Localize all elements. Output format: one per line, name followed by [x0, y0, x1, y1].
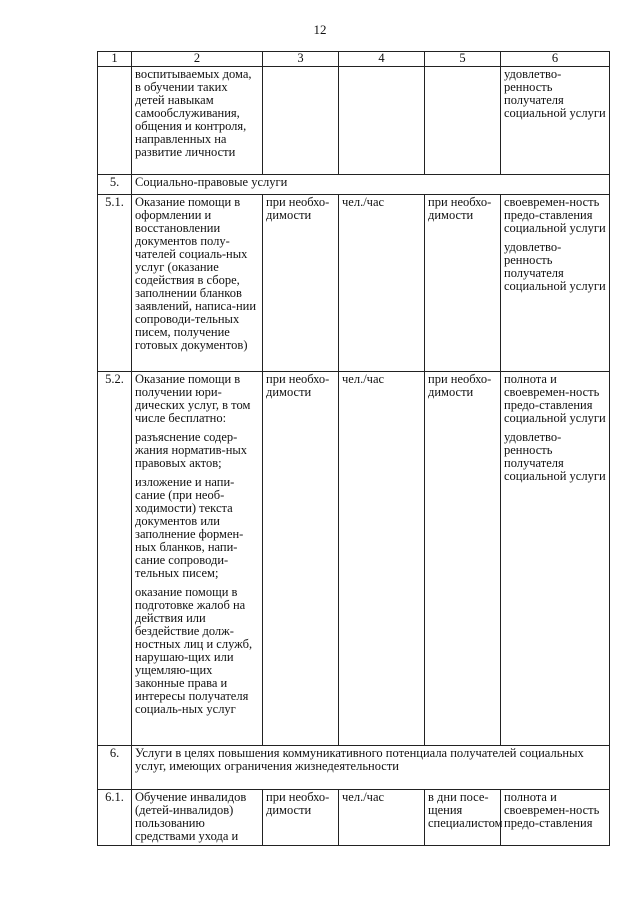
header-cell: 3	[263, 52, 339, 67]
table-row	[98, 790, 610, 846]
section-number: 5.	[98, 175, 132, 195]
table-row	[98, 372, 610, 746]
row-number: 5.1.	[98, 195, 132, 372]
description-cell	[132, 372, 263, 746]
unit-cell: чел./час	[339, 790, 425, 846]
description-cell: воспитываемых дома, в обучении таких детей навыкам самообслуживания, общения и контроля, направленных на развитие личности	[132, 67, 263, 175]
volume-cell: в дни посе-щения специалистом	[425, 790, 501, 846]
criteria-item: удовлетво-ренность получателя социальной услуги	[504, 240, 606, 293]
description-item: разъяснение содер-жания норматив-ных правовых актов;	[135, 430, 248, 470]
header-cell: 6	[501, 52, 610, 67]
periodicity-cell: при необхо-димости	[263, 372, 339, 746]
criteria-cell: полнота и своевремен-ность предо-ставления	[501, 790, 610, 846]
header-cell: 4	[339, 52, 425, 67]
unit-cell: чел./час	[339, 372, 425, 746]
section-row	[98, 175, 610, 195]
criteria-item: полнота и своевремен-ность предо-ставления социальной услуги	[504, 372, 606, 425]
header-cell: 1	[98, 52, 132, 67]
num-cell	[98, 67, 132, 175]
criteria-cell: удовлетво-ренность получателя социальной услуги	[501, 67, 610, 175]
criteria-cell	[501, 195, 610, 372]
periodicity-cell: при необхо-димости	[263, 195, 339, 372]
description-cell: Оказание помощи в оформлении и восстановлении документов полу-чателей социаль-ных услуг (оказание содействия в сборе, заполнении бланков заявлений, написа-нии сопроводи-тельных писем, получение готовых документов)	[132, 195, 263, 372]
header-cell: 2	[132, 52, 263, 67]
description-item: Оказание помощи в получении юри-дических услуг, в том числе бесплатно:	[135, 372, 251, 425]
section-title: Социально-правовые услуги	[132, 175, 610, 195]
section-title: Услуги в целях повышения коммуникативного потенциала получателей социальных услуг, имеющих ограничения жизнедеятельности	[132, 746, 610, 790]
description-item: оказание помощи в подготовке жалоб на действия или бездействие долж-ностных лиц и служб, нарушаю-щих или ущемляю-щих законные права и интересы получателя социаль-ных услуг	[135, 585, 253, 716]
criteria-item: удовлетво-ренность получателя социальной услуги	[504, 430, 606, 483]
header-row	[98, 52, 610, 67]
page-number: 12	[313, 22, 327, 37]
section-number: 6.	[98, 746, 132, 790]
row-number: 6.1.	[98, 790, 132, 846]
description-cell: Обучение инвалидов (детей-инвалидов) пользованию средствами ухода и	[132, 790, 263, 846]
description-item: изложение и напи-сание (при необ-ходимости) текста документов или заполнение формен-ных бланков, напи-сание сопроводи-тельных писем;	[135, 475, 244, 580]
volume-cell	[425, 67, 501, 175]
row-number: 5.2.	[98, 372, 132, 746]
criteria-item: своевремен-ность предо-ставления социальной услуги	[504, 195, 606, 235]
volume-cell: при необхо-димости	[425, 195, 501, 372]
unit-cell	[339, 67, 425, 175]
services-table	[97, 51, 610, 846]
section-row	[98, 746, 610, 790]
table-row	[98, 67, 610, 175]
table-row	[98, 195, 610, 372]
volume-cell: при необхо-димости	[425, 372, 501, 746]
criteria-cell	[501, 372, 610, 746]
periodicity-cell: при необхо-димости	[263, 790, 339, 846]
periodicity-cell	[263, 67, 339, 175]
unit-cell: чел./час	[339, 195, 425, 372]
header-cell: 5	[425, 52, 501, 67]
